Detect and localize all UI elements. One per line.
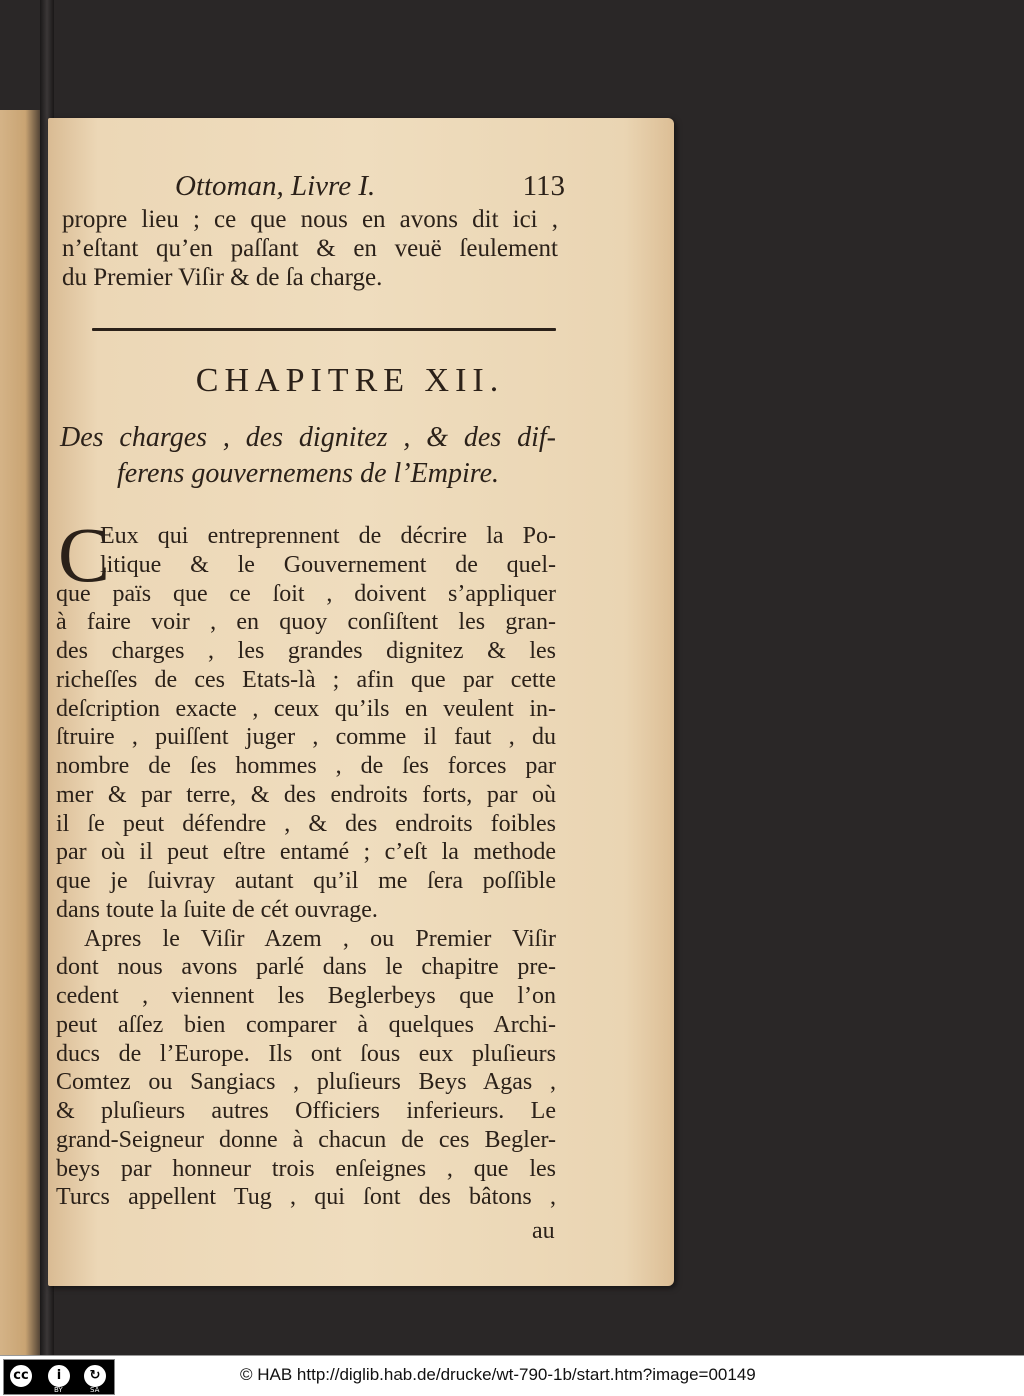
subtitle-line: Des charges , des dignitez , & des dif-: [60, 422, 556, 453]
chapter-subtitle: [60, 420, 556, 492]
body-line: que païs que ce ſoit , doivent s’appliquer: [56, 580, 556, 607]
body-line: deſcription exacte , ceux qu’ils en veulent in-: [56, 695, 556, 722]
chapter-title: CHAPITRE XII.: [195, 362, 505, 399]
body-line: peut aſſez bien comparer à quelques Archi-: [56, 1011, 556, 1038]
body-line: litique & le Gouvernement de quel-: [100, 551, 556, 578]
body-line: ducs de l’Europe. Ils ont ſous eux pluſieurs: [56, 1040, 556, 1067]
body-line: dans toute la ſuite de cét ouvrage.: [56, 896, 378, 923]
body-line: & pluſieurs autres Officiers inferieurs. Le: [56, 1098, 556, 1124]
body-line: mer & par terre, & des endroits forts, par où: [56, 781, 556, 808]
share-alike-icon: ↻: [82, 1363, 108, 1389]
license-sa-label: SA: [90, 1386, 100, 1394]
body-line: que je ſuivray autant qu’il me ſera poſſible: [56, 868, 556, 894]
cc-license-badge[interactable]: [3, 1359, 115, 1395]
body-line: des charges , les grandes dignitez & les: [56, 638, 556, 664]
body-line: il ſe peut défendre , & des endroits foibles: [56, 810, 556, 837]
copyright-credit: © HAB http://diglib.hab.de/drucke/wt-790-1b/start.htm?image=00149: [240, 1365, 756, 1384]
body-line: Apres le Viſir Azem , ou Premier Viſir: [84, 925, 556, 952]
body-line: Comtez ou Sangiacs , pluſieurs Beys Agas ,: [56, 1069, 556, 1096]
cc-icon: cc: [8, 1363, 34, 1389]
text-line: propre lieu ; ce que nous en avons dit ici ,: [62, 206, 558, 233]
body-line: dont nous avons parlé dans le chapitre pre-: [56, 954, 556, 981]
body-line: ſtruire , puiſſent juger , comme il faut , du: [56, 724, 556, 751]
catchword: au: [532, 1218, 555, 1244]
body-line: grand-Seigneur donne à chacun de ces Begler-: [56, 1126, 556, 1153]
text-line: du Premier Viſir & de ſa charge.: [62, 264, 383, 291]
running-title: Ottoman, Livre I.: [175, 170, 376, 202]
body-line: par où il peut eſtre entamé ; c’eſt la methode: [56, 839, 556, 866]
license-by-label: BY: [54, 1386, 63, 1394]
page-number: 113: [522, 170, 565, 202]
continued-text: [62, 205, 558, 292]
footer-bar: [0, 1355, 1024, 1396]
text-line: n’eſtant qu’en paſſant & en veuë ſeulement: [62, 235, 558, 262]
running-header: [175, 170, 565, 210]
body-line: beys par honneur trois enſeignes , que les: [56, 1155, 556, 1182]
attribution-icon: i: [46, 1363, 72, 1389]
body-line: cedent , viennent les Beglerbeys que l’on: [56, 983, 556, 1009]
drop-cap: C: [58, 511, 111, 598]
section-rule: [92, 328, 556, 331]
body-text: [56, 511, 556, 1212]
subtitle-line: ferens gouvernemens de l’Empire.: [116, 458, 500, 489]
body-line: nombre de ſes hommes , de ſes forces par: [56, 753, 556, 779]
body-line: à faire voir , en quoy conſiſtent les gran-: [56, 609, 556, 636]
body-line: Eux qui entreprennent de décrire la Po-: [100, 523, 556, 549]
body-line: Turcs appellent Tug , qui ſont des bâtons ,: [56, 1184, 556, 1211]
body-line: richeſſes de ces Etats-là ; afin que par cette: [56, 666, 556, 693]
